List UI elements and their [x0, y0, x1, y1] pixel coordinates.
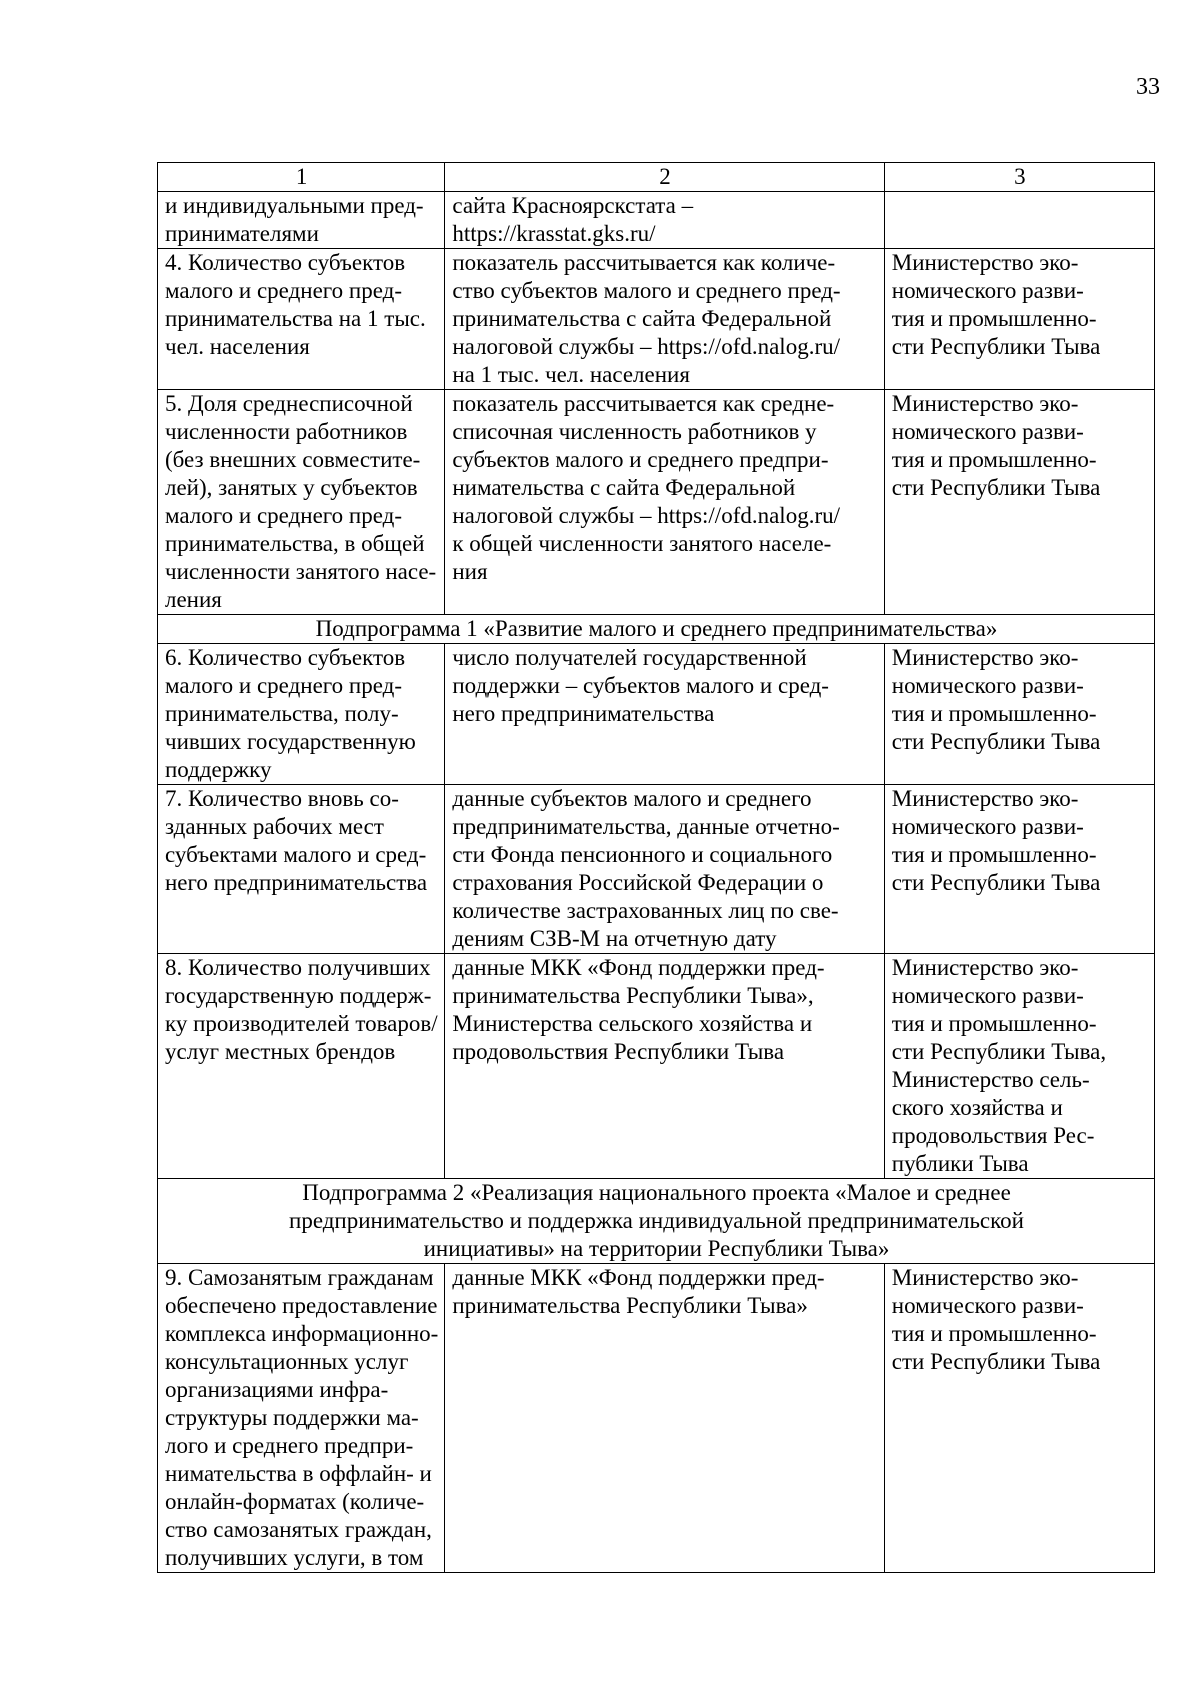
- cell-line: 8. Количество получивших: [165, 955, 431, 980]
- indicator-cell: [158, 192, 445, 249]
- cell-line: поддержку: [165, 757, 272, 782]
- method-cell: [445, 785, 884, 954]
- cell-line: тия и промышленно-: [891, 701, 1097, 726]
- method-cell: [445, 192, 884, 249]
- cell-line: номического разви-: [891, 419, 1084, 444]
- table-row: [158, 390, 1155, 615]
- cell-line: получивших услуги, в том: [165, 1545, 424, 1570]
- responsible-cell: [884, 390, 1154, 615]
- section-title-line: инициативы» на территории Республики Тыва»: [423, 1236, 890, 1261]
- cell-line: https://krasstat.gks.ru/: [452, 221, 656, 246]
- table-row: [158, 785, 1155, 954]
- cell-line: 4. Количество субъектов: [165, 250, 406, 275]
- method-cell: [445, 954, 884, 1179]
- cell-line: тия и промышленно-: [891, 1011, 1097, 1036]
- cell-line: сти Республики Тыва: [891, 475, 1101, 500]
- responsible-cell: [884, 1264, 1154, 1573]
- cell-line: 5. Доля среднесписочной: [165, 391, 413, 416]
- responsible-cell: [884, 785, 1154, 954]
- indicator-cell: [158, 390, 445, 615]
- cell-line: комплекса информационно-: [165, 1321, 439, 1346]
- cell-line: структуры поддержки ма-: [165, 1405, 419, 1430]
- cell-line: Министерство эко-: [891, 391, 1079, 416]
- cell-line: налоговой службы – https://ofd.nalog.ru/: [452, 503, 840, 528]
- section-title-line: Подпрограмма 1 «Развитие малого и среднего предпринимательства»: [315, 616, 998, 641]
- section-title-line: предпринимательство и поддержка индивидуальной предпринимательской: [289, 1208, 1024, 1233]
- cell-line: него предпринимательства: [452, 701, 715, 726]
- cell-line: принимательства Республики Тыва»,: [452, 983, 814, 1008]
- cell-line: услуг местных брендов: [165, 1039, 396, 1064]
- indicator-cell: [158, 954, 445, 1179]
- cell-line: к общей численности занятого населе-: [452, 531, 832, 556]
- cell-line: ство субъектов малого и среднего пред-: [452, 278, 841, 303]
- responsible-cell: [884, 249, 1154, 390]
- cell-line: лей), занятых у субъектов: [165, 475, 418, 500]
- responsible-cell: [884, 954, 1154, 1179]
- cell-line: Министерства сельского хозяйства и: [452, 1011, 813, 1036]
- cell-line: принимательства, в общей: [165, 531, 425, 556]
- header-cell-3: 3: [884, 163, 1154, 192]
- cell-line: сти Фонда пенсионного и социального: [452, 842, 833, 867]
- cell-line: 9. Самозанятым гражданам: [165, 1265, 434, 1290]
- cell-line: продовольствия Рес-: [891, 1123, 1095, 1148]
- cell-line: принимательства, полу-: [165, 701, 399, 726]
- cell-line: численности работников: [165, 419, 408, 444]
- cell-line: налоговой службы – https://ofd.nalog.ru/: [452, 334, 840, 359]
- cell-line: онлайн-форматах (количе-: [165, 1489, 425, 1514]
- cell-line: 6. Количество субъектов: [165, 645, 406, 670]
- responsible-cell: [884, 192, 1154, 249]
- cell-line: показатель рассчитывается как количе-: [452, 250, 836, 275]
- cell-line: номического разви-: [891, 814, 1084, 839]
- page-number: 33: [1136, 74, 1160, 100]
- cell-line: численности занятого насе-: [165, 559, 437, 584]
- cell-line: Министерство эко-: [891, 1265, 1079, 1290]
- cell-line: организациями инфра-: [165, 1377, 389, 1402]
- cell-line: число получателей государственной: [452, 645, 807, 670]
- cell-line: малого и среднего пред-: [165, 503, 402, 528]
- cell-line: сти Республики Тыва,: [891, 1039, 1107, 1064]
- cell-line: него предпринимательства: [165, 870, 428, 895]
- cell-line: лого и среднего предпри-: [165, 1433, 414, 1458]
- cell-line: чивших государственную: [165, 729, 416, 754]
- table-row: [158, 954, 1155, 1179]
- cell-line: ния: [452, 559, 488, 584]
- section-title-line: Подпрограмма 2 «Реализация национального проекта «Малое и среднее: [302, 1180, 1011, 1205]
- cell-line: субъектами малого и сред-: [165, 842, 427, 867]
- cell-line: количестве застрахованных лиц по све-: [452, 898, 839, 923]
- cell-line: Министерство сель-: [891, 1067, 1090, 1092]
- method-cell: [445, 390, 884, 615]
- cell-line: зданных рабочих мест: [165, 814, 384, 839]
- header-row: [158, 163, 1155, 192]
- cell-line: ку производителей товаров/: [165, 1011, 438, 1036]
- cell-line: обеспечено предоставление: [165, 1293, 438, 1318]
- cell-line: нимательства в оффлайн- и: [165, 1461, 432, 1486]
- cell-line: поддержки – субъектов малого и сред-: [452, 673, 829, 698]
- cell-line: ство самозанятых граждан,: [165, 1517, 432, 1542]
- cell-line: тия и промышленно-: [891, 842, 1097, 867]
- cell-line: принимательства с сайта Федеральной: [452, 306, 832, 331]
- cell-line: сти Республики Тыва: [891, 729, 1101, 754]
- cell-line: предпринимательства, данные отчетно-: [452, 814, 840, 839]
- responsible-cell: [884, 644, 1154, 785]
- cell-line: чел. населения: [165, 334, 310, 359]
- cell-line: дениям СЗВ-М на отчетную дату: [452, 926, 777, 951]
- cell-line: принимателями: [165, 221, 319, 246]
- cell-line: данные субъектов малого и среднего: [452, 786, 812, 811]
- section-row: [158, 1179, 1155, 1264]
- cell-line: данные МКК «Фонд поддержки пред-: [452, 955, 825, 980]
- cell-line: данные МКК «Фонд поддержки пред-: [452, 1265, 825, 1290]
- table-row: [158, 644, 1155, 785]
- cell-line: тия и промышленно-: [891, 1321, 1097, 1346]
- cell-line: списочная численность работников у: [452, 419, 817, 444]
- cell-line: сти Республики Тыва: [891, 1349, 1101, 1374]
- cell-line: публики Тыва: [891, 1151, 1029, 1176]
- cell-line: показатель рассчитывается как средне-: [452, 391, 835, 416]
- cell-line: номического разви-: [891, 278, 1084, 303]
- cell-line: Министерство эко-: [891, 786, 1079, 811]
- cell-line: консультационных услуг: [165, 1349, 409, 1374]
- cell-line: номического разви-: [891, 1293, 1084, 1318]
- cell-line: сайта Красноярскстата –: [452, 193, 694, 218]
- cell-line: 7. Количество вновь со-: [165, 786, 399, 811]
- cell-line: номического разви-: [891, 673, 1084, 698]
- cell-line: принимательства Республики Тыва»: [452, 1293, 808, 1318]
- cell-line: Министерство эко-: [891, 955, 1079, 980]
- cell-line: тия и промышленно-: [891, 447, 1097, 472]
- cell-line: малого и среднего пред-: [165, 278, 402, 303]
- section-row: [158, 615, 1155, 644]
- cell-line: и индивидуальными пред-: [165, 193, 424, 218]
- cell-line: страхования Российской Федерации о: [452, 870, 824, 895]
- cell-line: ления: [165, 587, 222, 612]
- header-cell-2: 2: [445, 163, 884, 192]
- cell-line: (без внешних совместите-: [165, 447, 421, 472]
- cell-line: на 1 тыс. чел. населения: [452, 362, 690, 387]
- method-cell: [445, 644, 884, 785]
- indicator-cell: [158, 1264, 445, 1573]
- cell-line: государственную поддерж-: [165, 983, 432, 1008]
- cell-line: Министерство эко-: [891, 250, 1079, 275]
- cell-line: сти Республики Тыва: [891, 334, 1101, 359]
- cell-line: продовольствия Республики Тыва: [452, 1039, 785, 1064]
- header-cell-1: 1: [158, 163, 445, 192]
- indicator-cell: [158, 644, 445, 785]
- section-title: [158, 1179, 1155, 1264]
- cell-line: Министерство эко-: [891, 645, 1079, 670]
- cell-line: субъектов малого и среднего предпри-: [452, 447, 829, 472]
- table-row: [158, 1264, 1155, 1573]
- section-title: [158, 615, 1155, 644]
- cell-line: тия и промышленно-: [891, 306, 1097, 331]
- method-cell: [445, 249, 884, 390]
- cell-line: принимательства на 1 тыс.: [165, 306, 426, 331]
- cell-line: сти Республики Тыва: [891, 870, 1101, 895]
- cell-line: нимательства с сайта Федеральной: [452, 475, 796, 500]
- cell-line: малого и среднего пред-: [165, 673, 402, 698]
- cell-line: номического разви-: [891, 983, 1084, 1008]
- table-row: [158, 192, 1155, 249]
- indicator-cell: [158, 249, 445, 390]
- method-cell: [445, 1264, 884, 1573]
- cell-line: ского хозяйства и: [891, 1095, 1063, 1120]
- table-row: [158, 249, 1155, 390]
- indicator-table: [157, 162, 1155, 1573]
- indicator-cell: [158, 785, 445, 954]
